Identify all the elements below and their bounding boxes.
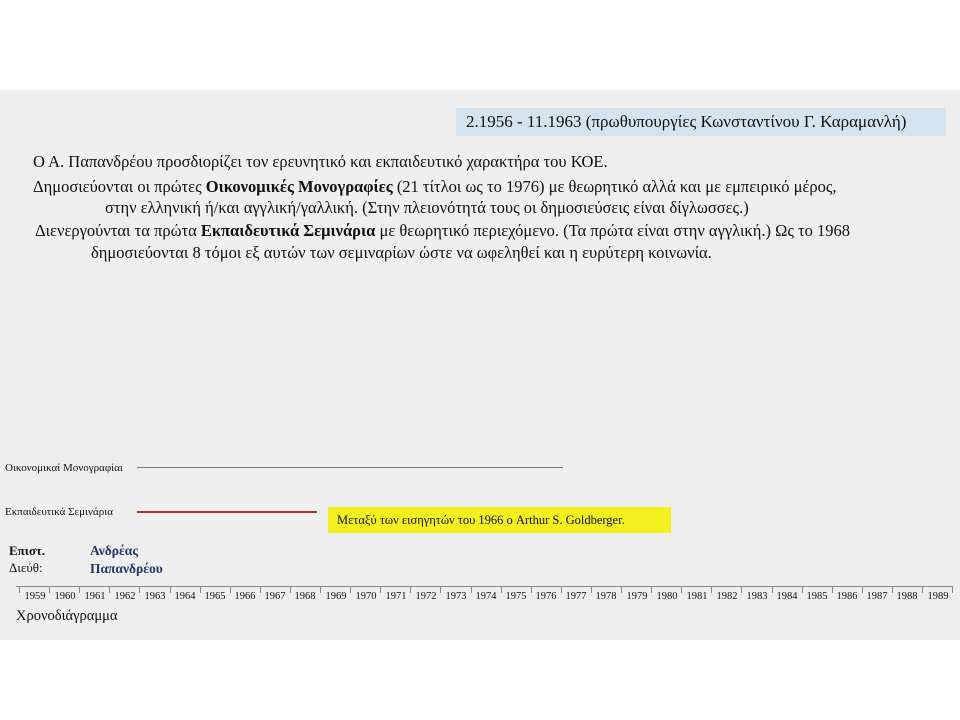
paragraph-3-bold: Εκπαιδευτικά Σεμινάρια	[200, 221, 376, 240]
year-label: 1964	[174, 591, 196, 602]
year-label: 1985	[806, 591, 828, 602]
year-label: 1977	[565, 591, 587, 602]
year-label: 1988	[896, 591, 918, 602]
track-line-monographs	[137, 467, 563, 468]
paragraph-3-post: με θεωρητικό περιεχόμενο. (Τα πρώτα είναι στην αγγλική.) Ως το 1968	[375, 221, 851, 240]
year-label: 1967	[264, 591, 286, 602]
year-label: 1959	[24, 591, 46, 602]
year-label: 1973	[445, 591, 467, 602]
year-label: 1974	[475, 591, 497, 602]
paragraph-3-pre: Διενεργούνται τα πρώτα	[35, 221, 201, 240]
track-line-seminars	[137, 511, 317, 513]
director-label-line-1: Επιστ.	[9, 543, 46, 558]
paragraph-2-line-2: στην ελληνική ή/και αγγλική/γαλλική. (Στην πλειονότητά τους οι δημοσιεύσεις είναι δίγλωσσες.)	[105, 198, 749, 217]
timeline-title: Χρονοδιάγραμμα	[16, 608, 118, 624]
paragraph-2-line-1	[33, 176, 837, 197]
year-label: 1963	[144, 591, 166, 602]
year-label: 1975	[505, 591, 527, 602]
year-label: 1989	[927, 591, 949, 602]
year-label: 1968	[294, 591, 316, 602]
seminar-note: Μεταξύ των εισηγητών του 1966 ο Arthur S. Goldberger.	[328, 507, 671, 533]
year-label: 1970	[355, 591, 377, 602]
year-label: 1962	[114, 591, 136, 602]
paragraph-3-line-2: δημοσιεύονται 8 τόμοι εξ αυτών των σεμιναρίων ώστε να ωφεληθεί και η ευρύτερη κοινωνία.	[91, 243, 712, 262]
year-label: 1987	[866, 591, 888, 602]
year-label: 1978	[595, 591, 617, 602]
year-label: 1960	[54, 591, 76, 602]
paragraph-2-pre: Δημοσιεύονται οι πρώτες	[33, 177, 206, 196]
timeline-axis	[16, 586, 952, 587]
year-label: 1965	[204, 591, 226, 602]
year-label: 1986	[836, 591, 858, 602]
period-header: 2.1956 - 11.1963 (πρωθυπουργίες Κωνσταντίνου Γ. Καραμανλή)	[456, 108, 946, 136]
year-label: 1980	[656, 591, 678, 602]
year-label: 1981	[686, 591, 708, 602]
year-label: 1966	[234, 591, 256, 602]
year-label: 1983	[746, 591, 768, 602]
track-label-seminars: Εκπαιδευτικά Σεμινάρια	[5, 506, 113, 518]
year-label: 1972	[415, 591, 437, 602]
paragraph-2-bold: Οικονομικές Μονογραφίες	[205, 177, 393, 196]
director-label-line-2: Διεύθ:	[9, 560, 43, 575]
year-label: 1982	[716, 591, 738, 602]
year-tick	[952, 586, 953, 593]
year-label: 1961	[84, 591, 106, 602]
paragraph-1: Ο Α. Παπανδρέου προσδιορίζει τον ερευνητικό και εκπαιδευτικό χαρακτήρα του ΚΟΕ.	[33, 152, 608, 171]
year-label: 1984	[776, 591, 798, 602]
director-first-name: Ανδρέας	[90, 543, 139, 558]
year-label: 1969	[325, 591, 347, 602]
year-label: 1979	[626, 591, 648, 602]
paragraph-3-line-1	[35, 220, 850, 241]
year-label: 1976	[535, 591, 557, 602]
director-name	[90, 542, 163, 578]
director-label	[9, 542, 45, 576]
track-label-monographs: Οικονομικαί Μονογραφίαι	[5, 462, 123, 474]
paragraph-2-post: (21 τίτλοι ως το 1976) με θεωρητικό αλλά και με εμπειρικό μέρος,	[392, 177, 837, 196]
director-last-name: Παπανδρέου	[90, 561, 163, 576]
year-label: 1971	[385, 591, 407, 602]
